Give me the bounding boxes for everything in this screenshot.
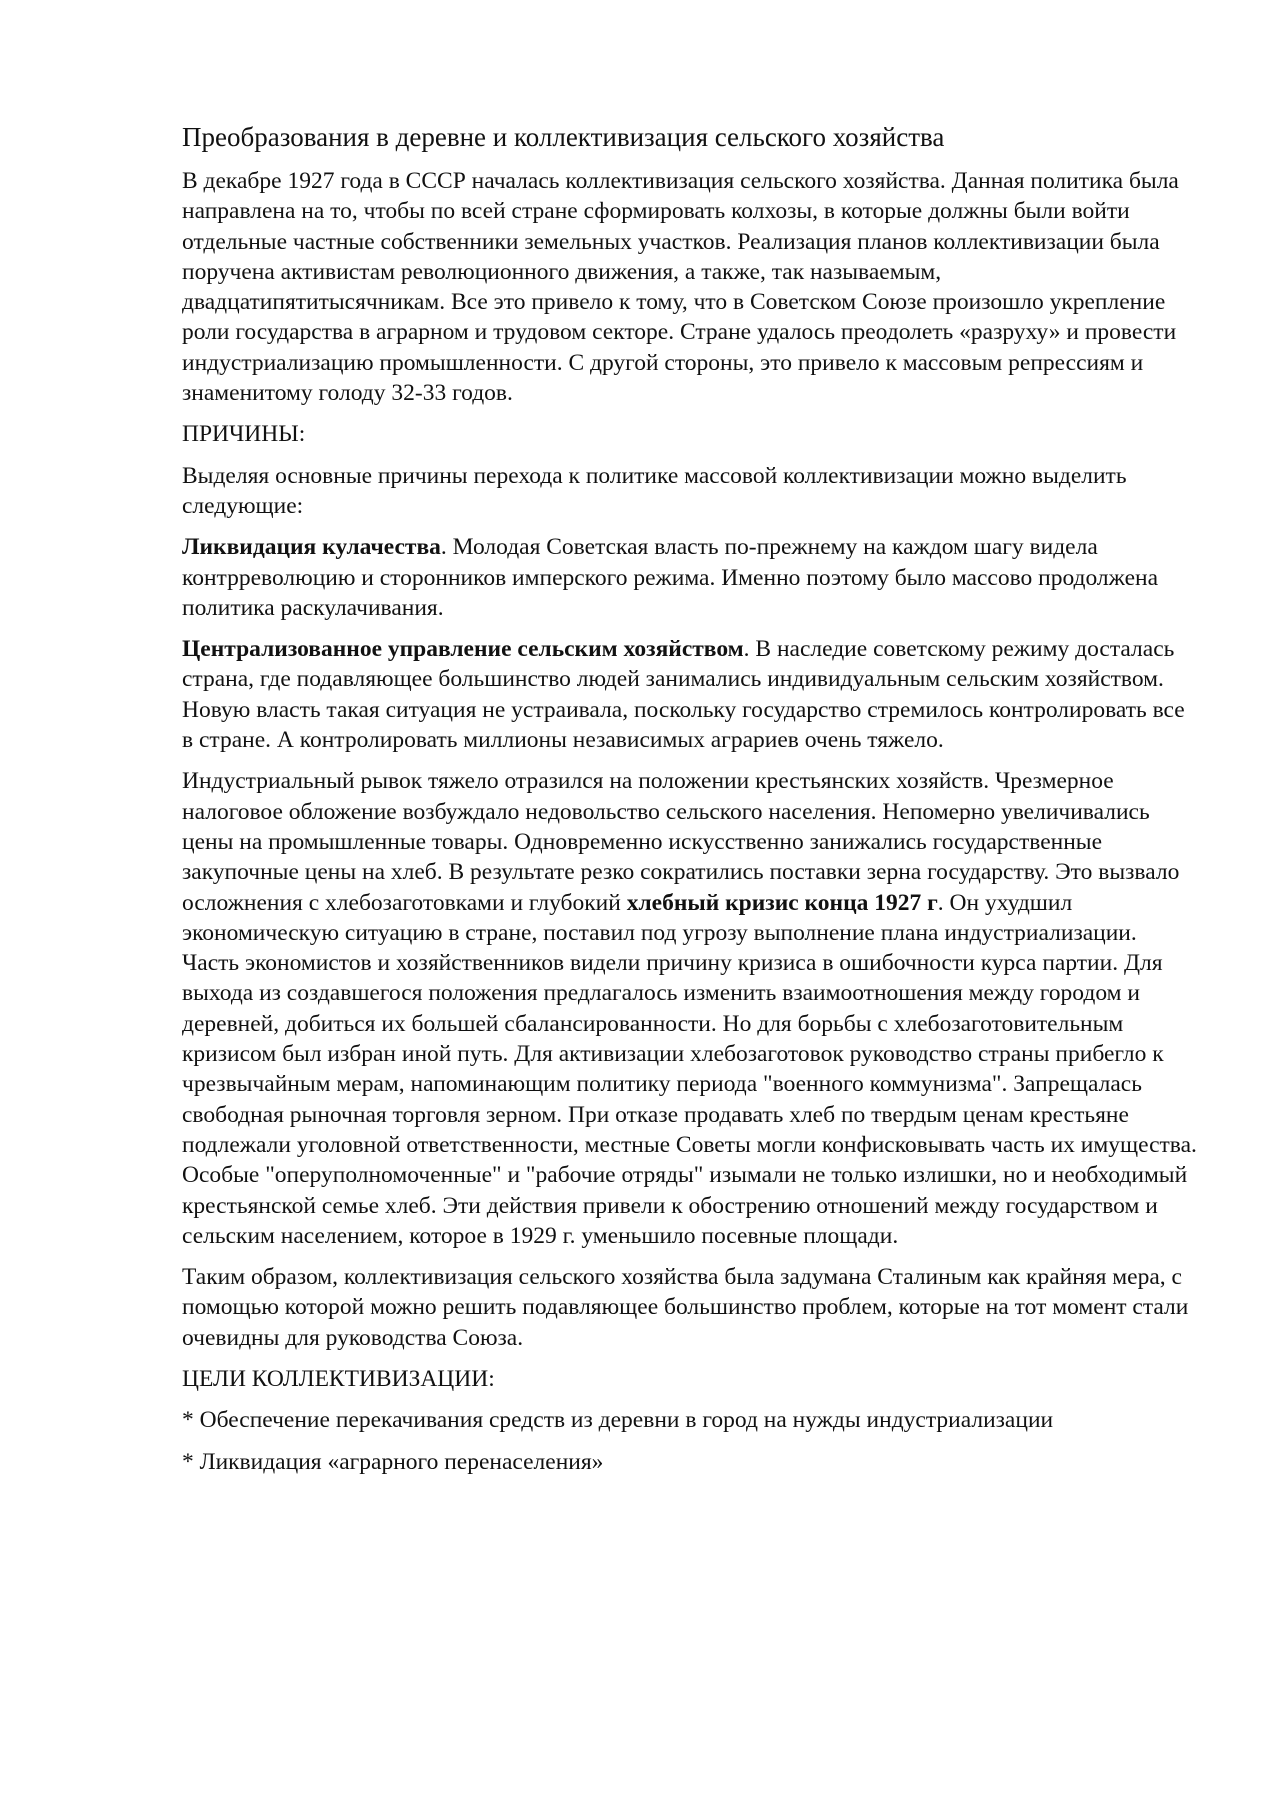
- reasons-heading: ПРИЧИНЫ:: [182, 421, 306, 448]
- reason-kulak-bold: Ликвидация кулачества: [182, 534, 441, 561]
- document-title: Преобразования в деревне и коллективизация сельского хозяйства: [182, 122, 945, 152]
- reason-crisis-bold: хлебный кризис конца 1927 г: [626, 889, 938, 916]
- reason-crisis-paragraph: [182, 766, 1197, 1251]
- reasons-intro-paragraph: Выделяя основные причины перехода к политике массовой коллективизации можно выделить следующие:: [182, 462, 1127, 519]
- reason-centralized-text: . В наследие советскому режиму досталась страна, где подавляющее большинство людей занимались индивидуальным сельским хозяйством. Новую власть такая ситуация не устраивала, поскольку государство стремилось контролировать все в стране. А контролировать миллионы независимых аграриев очень тяжело.: [182, 636, 1185, 754]
- reason-centralized-paragraph: [182, 634, 1197, 755]
- reason-kulak-paragraph: [182, 532, 1197, 623]
- goal-item: * Обеспечение перекачивания средств из деревни в город на нужды индустриализации: [182, 1407, 1054, 1434]
- conclusion-paragraph: Таким образом, коллективизация сельского хозяйства была задумана Сталиным как крайняя мера, с помощью которой можно решить подавляющее большинство проблем, которые на тот момент стали очевидны для руководства Союза.: [182, 1264, 1189, 1351]
- document-page: [182, 120, 1197, 1488]
- reason-centralized-bold: Централизованное управление сельским хозяйством: [182, 636, 744, 663]
- intro-paragraph: В декабре 1927 года в СССР началась коллективизация сельского хозяйства. Данная политика была направлена на то, чтобы по всей стране сформировать колхозы, в которые должны были войти отдельные частные собственники земельных участков. Реализация планов коллективизации была поручена активистам революционного движения, а также, так называемым, двадцатипятитысячникам. Все это привело к тому, что в Советском Союзе произошло укрепление роли государства в аграрном и трудовом секторе. Стране удалось преодолеть «разруху» и провести индустриализацию промышленности. С другой стороны, это привело к массовым репрессиям и знаменитому голоду 32-33 годов.: [182, 168, 1179, 407]
- reason-kulak-text: . Молодая Советская власть по-прежнему на каждом шагу видела контрреволюцию и сторонников имперского режима. Именно поэтому было массово продолжена политика раскулачивания.: [182, 534, 1159, 621]
- goals-heading: ЦЕЛИ КОЛЛЕКТИВИЗАЦИИ:: [182, 1365, 495, 1392]
- reason-crisis-text-before: Индустриальный рывок тяжело отразился на положении крестьянских хозяйств. Чрезмерное налоговое обложение возбуждало недовольство сельского населения. Непомерно увеличивались цены на промышленные товары. Одновременно искусственно занижались государственные закупочные цены на хлеб. В результате резко сократились поставки зерна государству. Это вызвало осложнения с хлебозаготовками и глубокий: [182, 768, 1180, 916]
- goal-item: * Ликвидация «аграрного перенаселения»: [182, 1448, 604, 1475]
- reason-crisis-text-after: . Он ухудшил экономическую ситуацию в стране, поставил под угрозу выполнение плана индустриализации. Часть экономистов и хозяйственников видели причину кризиса в ошибочности курса партии. Для выхода из создавшегося положения предлагалось изменить взаимоотношения между городом и деревней, добиться их большей сбалансированности. Но для борьбы с хлебозаготовительным кризисом был избран иной путь. Для активизации хлебозаготовок руководство страны прибегло к чрезвычайным мерам, напоминающим политику периода "военного коммунизма". Запрещалась свободная рыночная торговля зерном. При отказе продавать хлеб по твердым ценам крестьяне подлежали уголовной ответственности, местные Советы могли конфисковывать часть их имущества. Особые "оперуполномоченные" и "рабочие отряды" изымали не только излишки, но и необходимый крестьянской семье хлеб. Эти действия привели к обострению отношений между государством и сельским населением, которое в 1929 г. уменьшило посевные площади.: [182, 889, 1197, 1249]
